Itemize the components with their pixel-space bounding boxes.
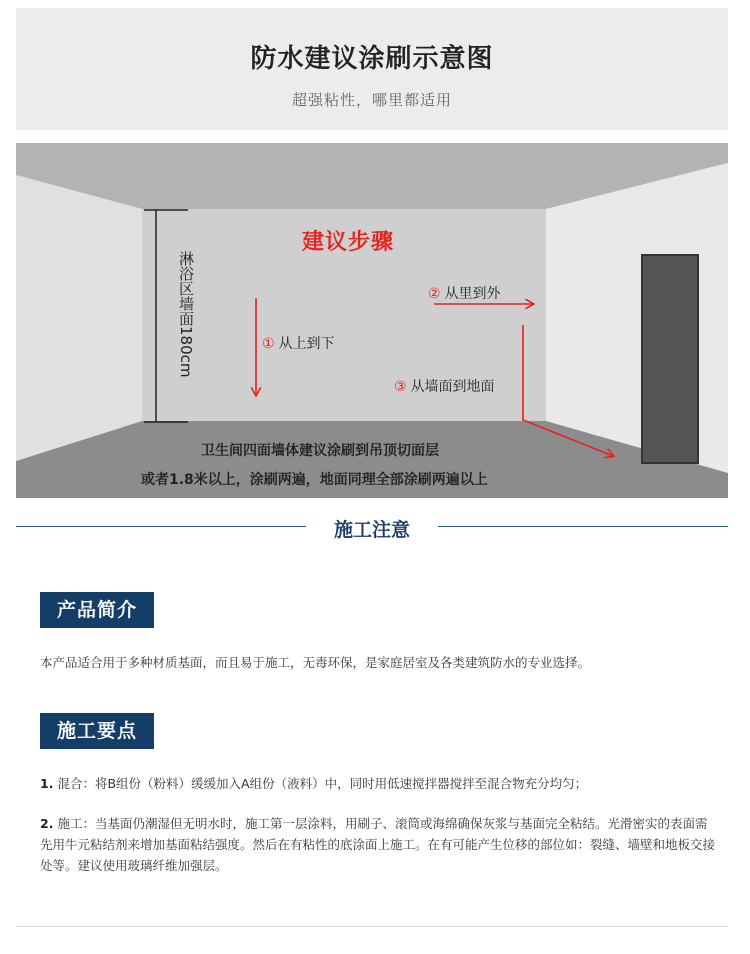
right-wall <box>546 163 728 473</box>
step-3-text: 从墙面到地面 <box>410 379 495 395</box>
room-diagram <box>16 143 728 498</box>
step-1-text: 从上到下 <box>278 336 335 352</box>
door <box>642 255 698 463</box>
floor-caption-line-2: 或者1.8米以上，涂刷两遍，地面同理全部涂刷两遍以上 <box>141 472 488 488</box>
point-1-text: 混合：将B组份（粉料）缓缓加入A组份（液料）中，同时用低速搅拌器搅拌至混合物充分均匀； <box>57 776 588 791</box>
step-3-label <box>394 376 495 396</box>
divider-line-right <box>438 526 728 527</box>
divider-label: 施工注意 <box>333 519 410 541</box>
step-2-number: ② <box>428 286 441 302</box>
bottom-divider <box>16 926 728 927</box>
floor-caption-line-1: 卫生间四面墙体建议涂刷到吊顶切面层 <box>201 443 439 459</box>
product-intro-text: 本产品适合用于多种材质基面，而且易于施工，无毒环保，是家庭居室及各类建筑防水的专业选择。 <box>40 655 591 670</box>
product-intro-badge: 产品简介 <box>40 592 154 628</box>
step-1-number: ① <box>262 336 275 352</box>
point-2-text: 施工：当基面仍潮湿但无明水时，施工第一层涂料，用刷子、滚筒或海绵确保灰浆与基面完全粘结。光滑密实的表面需先用牛元粘结剂来增加基面粘结强度。然后在有粘性的底涂面上施工。在有可能产生位移的部位如：裂缝、墙壁和地板交接处等。建议使用玻璃纤维加强层。 <box>40 816 716 873</box>
steps-title: 建议步骤 <box>302 230 395 255</box>
point-2-number: 2. <box>40 816 54 831</box>
section-divider <box>16 513 728 543</box>
construction-points-badge: 施工要点 <box>40 713 154 749</box>
step-2-text: 从里到外 <box>444 286 501 302</box>
step-2-label <box>428 283 501 303</box>
step-3-number: ③ <box>394 379 407 395</box>
left-wall <box>16 175 142 461</box>
divider-line-left <box>16 526 306 527</box>
page-subtitle: 超强粘性，哪里都适用 <box>291 91 452 109</box>
construction-point-1 <box>40 773 715 794</box>
header-banner <box>16 8 728 130</box>
page-title: 防水建议涂刷示意图 <box>250 44 494 74</box>
step-1-label <box>262 333 335 353</box>
wall-height-label: 淋浴区墙面180cm <box>177 251 195 378</box>
point-1-number: 1. <box>40 776 54 791</box>
construction-point-2 <box>40 813 715 876</box>
